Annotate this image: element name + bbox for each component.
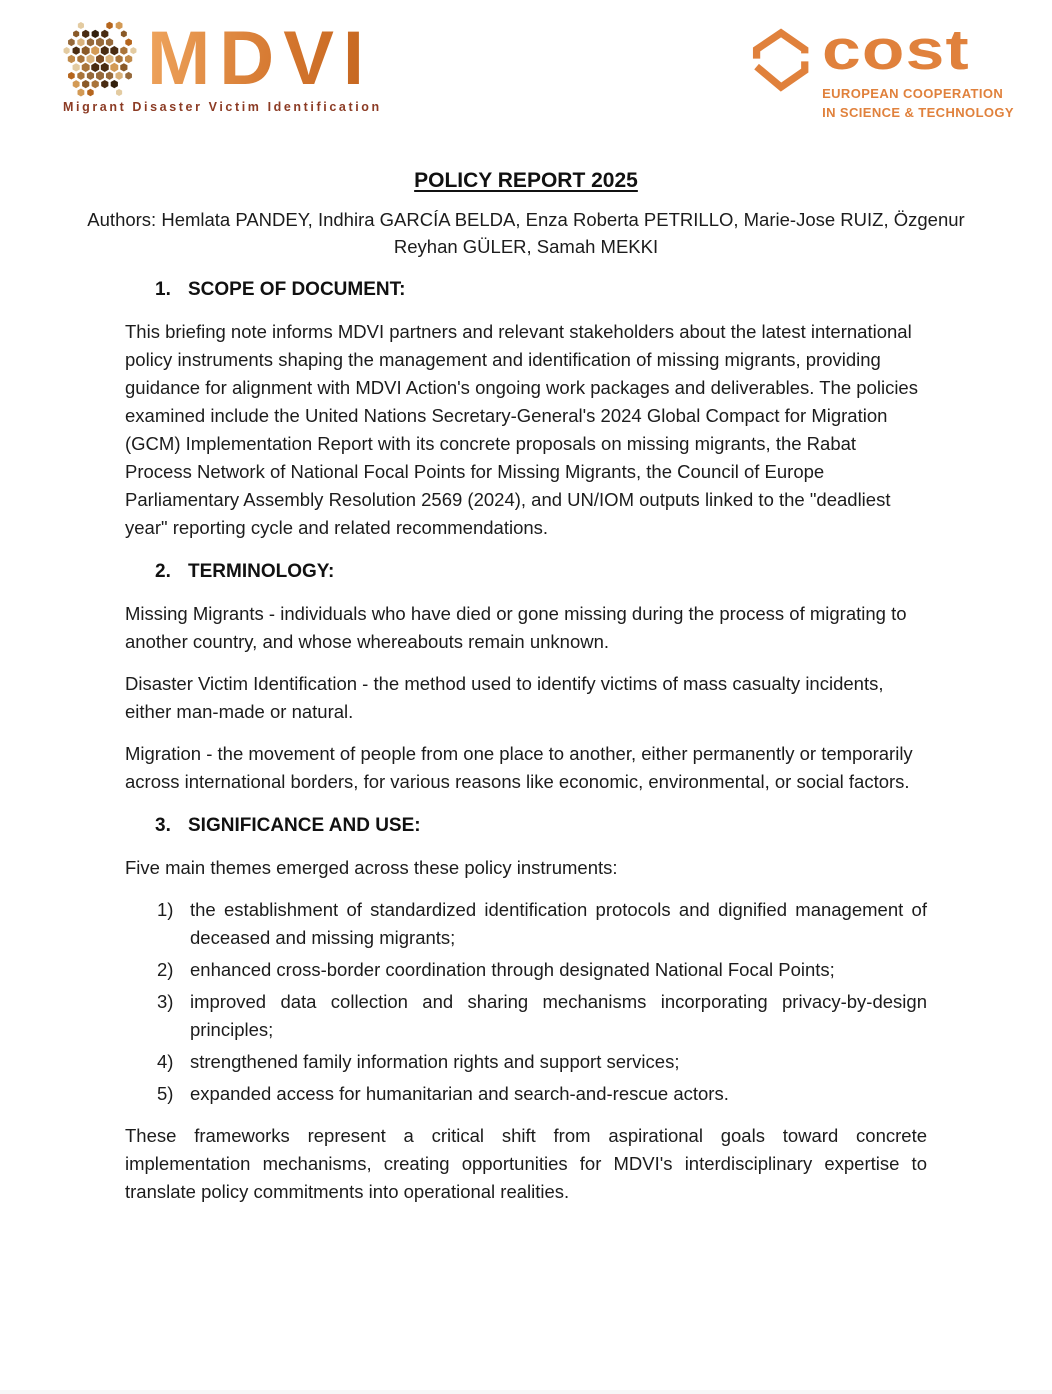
list-item-5 — [125, 1080, 927, 1108]
mdvi-logo — [55, 14, 382, 114]
hexagon-globe-icon — [55, 14, 145, 104]
paragraph-dvi: Disaster Victim Identification - the method used to identify victims of mass casualty incidents, either man-made or natural. — [125, 673, 884, 722]
paragraph-themes-intro: Five main themes emerged across these policy instruments: — [125, 857, 618, 878]
page-header — [0, 0, 1052, 122]
section-heading-text: SCOPE OF DOCUMENT: — [188, 279, 406, 300]
list-item-text: the establishment of standardized identification protocols and dignified management of deceased and missing migrants; — [190, 899, 927, 948]
list-item-number: 3) — [157, 991, 174, 1012]
page-title: POLICY REPORT 2025 — [414, 169, 638, 192]
cost-logo-text — [822, 18, 1014, 122]
section-heading-significance — [125, 812, 927, 840]
document-content — [0, 276, 1052, 1206]
section-heading-scope — [125, 276, 927, 304]
list-item-4 — [125, 1048, 927, 1076]
list-item-number: 2) — [157, 959, 174, 980]
authors-line1: Authors: Hemlata PANDEY, Indhira GARCÍA BELDA, Enza Roberta PETRILLO, Marie-Jose RUIZ, Özgenur — [87, 209, 965, 230]
authors-line2: Reyhan GÜLER, Samah MEKKI — [393, 236, 659, 257]
list-item-text: expanded access for humanitarian and search-and-rescue actors. — [190, 1083, 729, 1104]
list-item-2 — [125, 956, 927, 984]
numbered-list — [125, 896, 927, 1108]
list-item-text: enhanced cross-border coordination through designated National Focal Points; — [190, 959, 835, 980]
cost-subtitle — [822, 84, 1014, 122]
cost-logo — [748, 18, 1014, 122]
section-heading-terminology — [125, 558, 927, 586]
paragraph-migration: Migration - the movement of people from one place to another, either permanently or temporarily across international borders, for various reasons like economic, environmental, or social factors. — [125, 743, 913, 792]
list-item-3 — [125, 988, 927, 1044]
cost-wordmark: cost — [822, 18, 970, 82]
list-item-number: 5) — [157, 1083, 174, 1104]
section-heading-text: SIGNIFICANCE AND USE: — [188, 815, 421, 836]
paragraph-scope: This briefing note informs MDVI partners and relevant stakeholders about the latest international policy instruments shaping the management and identification of missing migrants, providing guidance for alignment with MDVI Action's ongoing work packages and deliverables. The policies examined include the United Nations Secretary-General's 2024 Global Compact for Migration (GCM) Implementation Report with its concrete proposals on missing migrants, the Rabat Process Network of National Focal Points for Missing Migrants, the Council of Europe Parliamentary Assembly Resolution 2569 (2024), and UN/IOM outputs linked to the "deadliest year" reporting cycle and related recommendations. — [125, 321, 918, 538]
paragraph-missing-migrants: Missing Migrants - individuals who have died or gone missing during the process of migrating to another country, and whose whereabouts remain unknown. — [125, 603, 907, 652]
open-hexagon-icon — [748, 22, 814, 98]
list-item-number: 4) — [157, 1051, 174, 1072]
cost-subtitle-line2: IN SCIENCE & TECHNOLOGY — [822, 105, 1014, 120]
list-item-text: strengthened family information rights and support services; — [190, 1051, 680, 1072]
list-item-text: improved data collection and sharing mechanisms incorporating privacy-by-design principles; — [190, 991, 927, 1040]
cost-subtitle-line1: EUROPEAN COOPERATION — [822, 86, 1004, 101]
paragraph-closing: These frameworks represent a critical shift from aspirational goals toward concrete implementation mechanisms, creating opportunities for MDVI's interdisciplinary expertise to translate policy commitments into operational realities. — [125, 1125, 927, 1202]
list-item-number: 1) — [157, 899, 174, 920]
authors-block — [0, 206, 1052, 260]
section-number: 3. — [155, 815, 171, 836]
mdvi-logo-row — [55, 14, 382, 104]
section-number: 2. — [155, 561, 171, 582]
mdvi-wordmark: MDVI — [147, 16, 373, 101]
section-heading-text: TERMINOLOGY: — [188, 561, 335, 582]
list-item-1 — [125, 896, 927, 952]
mdvi-tagline: Migrant Disaster Victim Identification — [63, 100, 382, 114]
section-number: 1. — [155, 279, 171, 300]
